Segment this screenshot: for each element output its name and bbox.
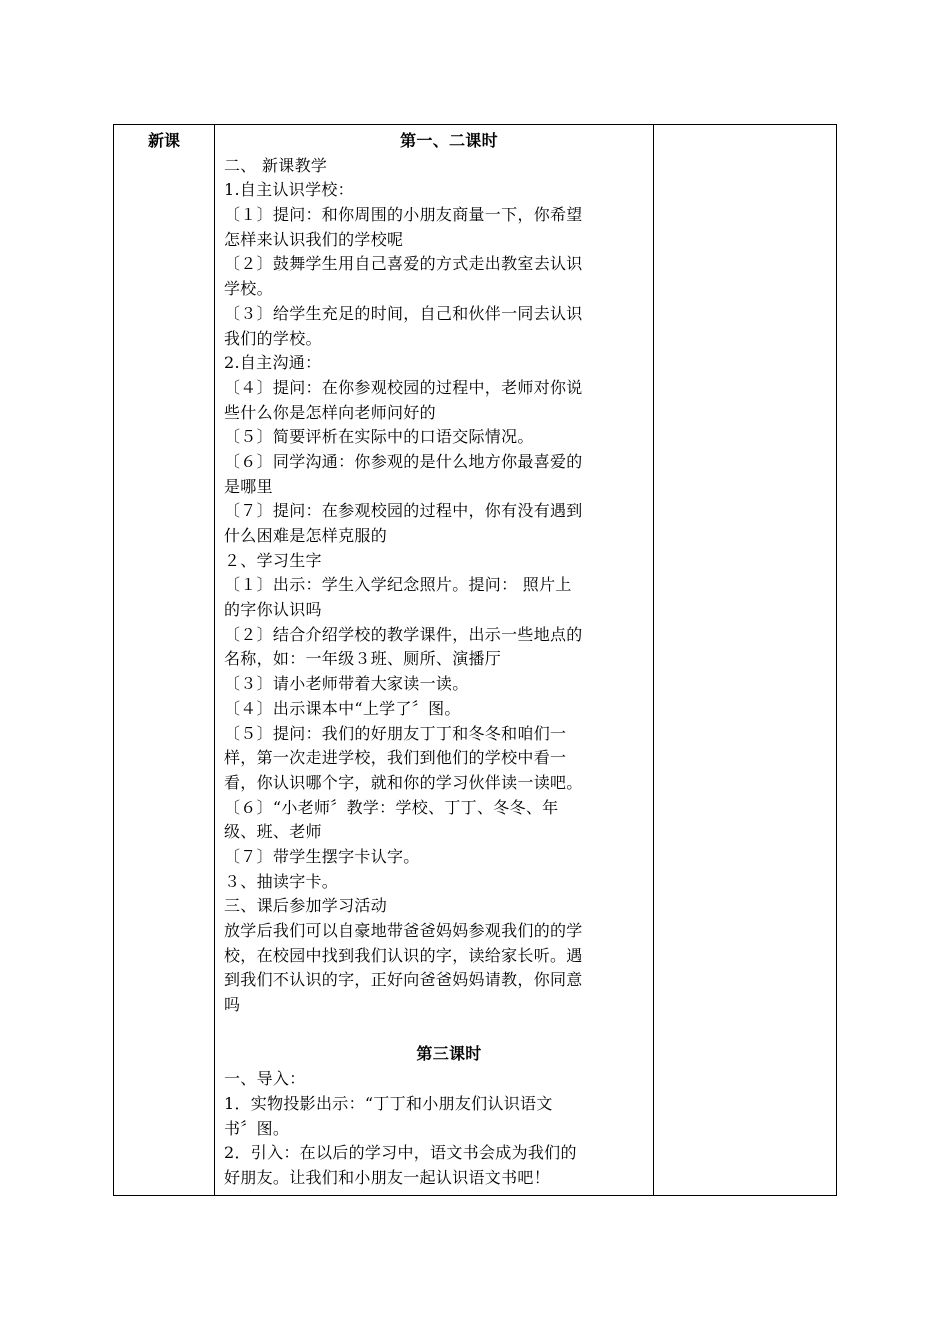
text-line: 〔４〕出示课本中“上学了〞图。 xyxy=(224,698,461,718)
text-line: 样，第一次走进学校，我们到他们的学校中看一 xyxy=(224,748,567,768)
text-line: 怎样来认识我们的学校呢 xyxy=(224,229,404,249)
text-line: 〔７〕带学生摆字卡认字。 xyxy=(224,846,420,866)
lesson-plan-table xyxy=(113,124,837,1196)
text-line: 的字你认识吗 xyxy=(224,600,322,620)
column-divider xyxy=(653,125,654,1195)
text-line: 〔６〕“小老师〞教学：学校、丁丁、冬冬、年 xyxy=(224,797,559,817)
text-line: 〔５〕简要评析在实际中的口语交际情况。 xyxy=(224,427,534,447)
text-line: 三、课后参加学习活动 xyxy=(224,896,388,916)
lesson-3-body xyxy=(224,1067,649,1190)
text-line: 〔７〕提问：在参观校园的过程中，你有没有遇到 xyxy=(224,501,583,521)
text-line: 1.自主认识学校： xyxy=(224,180,354,200)
text-line: ３、抽读字卡。 xyxy=(224,871,339,891)
text-line: 一、导入： xyxy=(224,1069,306,1089)
lesson-1-2-heading: 第一、二课时 xyxy=(400,131,498,150)
text-line: 〔１〕提问：和你周围的小朋友商量一下，你希望 xyxy=(224,205,583,225)
text-line: 看，你认识哪个字，就和你的学习伙伴读一读吧。 xyxy=(224,772,583,792)
text-line: ２、学习生字 xyxy=(224,550,322,570)
text-line: 到我们不认识的字，正好向爸爸妈妈请教，你同意 xyxy=(224,970,583,990)
text-line: 2.自主沟通： xyxy=(224,353,322,373)
text-line: 〔６〕同学沟通：你参观的是什么地方你最喜爱的 xyxy=(224,451,583,471)
text-line: 我们的学校。 xyxy=(224,328,322,348)
text-line: 是哪里 xyxy=(224,476,273,496)
text-line: 〔２〕结合介绍学校的教学课件，出示一些地点的 xyxy=(224,624,583,644)
text-line: 些什么你是怎样向老师问好的 xyxy=(224,402,436,422)
lesson-1-2-body xyxy=(224,154,649,1018)
text-line: 名称，如：一年级３班、厕所、演播厅 xyxy=(224,649,502,669)
text-line: 〔４〕提问：在你参观校园的过程中，老师对你说 xyxy=(224,377,583,397)
text-line: 放学后我们可以自豪地带爸爸妈妈参观我们的的学 xyxy=(224,921,583,940)
spacer xyxy=(224,1018,649,1043)
text-line: 〔３〕请小老师带着大家读一读。 xyxy=(224,674,469,694)
lesson-content xyxy=(224,129,649,1191)
text-line: 〔２〕鼓舞学生用自己喜爱的方式走出教室去认识 xyxy=(224,254,583,274)
text-line: 二、 新课教学 xyxy=(224,155,328,175)
text-line: 〔３〕给学生充足的时间，自己和伙伴一同去认识 xyxy=(224,303,583,323)
lesson-3-heading: 第三课时 xyxy=(416,1044,482,1064)
text-line: 〔１〕出示：学生入学纪念照片。提问： 照片上 xyxy=(224,575,572,595)
text-line: 好朋友。让我们和小朋友一起认识语文书吧！ xyxy=(224,1167,551,1187)
text-line: 书〞图。 xyxy=(224,1118,290,1138)
text-line: 2．引入：在以后的学习中，语文书会成为我们的 xyxy=(224,1143,577,1163)
text-line: 学校。 xyxy=(224,279,273,299)
column-divider xyxy=(214,125,215,1195)
text-line: 1．实物投影出示：“丁丁和小朋友们认识语文 xyxy=(224,1093,553,1113)
text-line: 〔５〕提问：我们的好朋友丁丁和冬冬和咱们一 xyxy=(224,723,567,743)
text-line: 校，在校园中找到我们认识的字，读给家长听。遇 xyxy=(224,945,583,965)
section-label: 新课 xyxy=(147,131,180,150)
text-line: 级、班、老师 xyxy=(224,822,322,842)
text-line: 吗 xyxy=(224,995,241,1015)
text-line: 什么困难是怎样克服的 xyxy=(224,526,388,545)
